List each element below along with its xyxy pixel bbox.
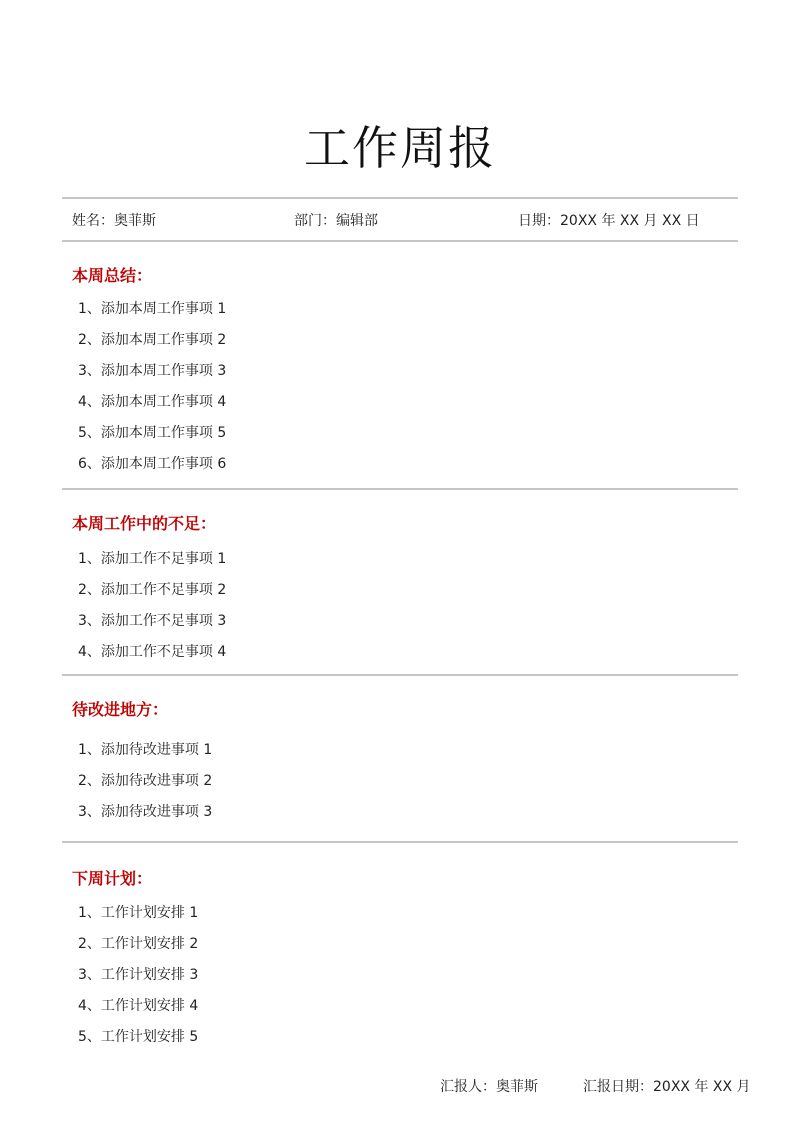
section-heading-summary: 本周总结： bbox=[72, 266, 153, 285]
list-item: 1、添加待改进事项 1 bbox=[78, 742, 213, 758]
name-field: 姓名：奥菲斯 bbox=[72, 213, 156, 229]
list-item: 2、添加工作不足事项 2 bbox=[78, 582, 227, 598]
improvements-list bbox=[78, 740, 212, 833]
list-item: 4、工作计划安排 4 bbox=[78, 998, 199, 1014]
divider-section-3 bbox=[62, 841, 738, 843]
list-item: 3、添加工作不足事项 3 bbox=[78, 613, 227, 629]
section-heading-shortcomings: 本周工作中的不足： bbox=[72, 514, 217, 533]
reporter-field: 汇报人：奥菲斯 bbox=[440, 1079, 538, 1095]
list-item: 3、工作计划安排 3 bbox=[78, 967, 199, 983]
list-item: 2、添加待改进事项 2 bbox=[78, 773, 213, 789]
next-week-list bbox=[78, 903, 198, 1058]
list-item: 5、工作计划安排 5 bbox=[78, 1029, 199, 1045]
list-item: 4、添加工作不足事项 4 bbox=[78, 644, 227, 660]
list-item: 5、添加本周工作事项 5 bbox=[78, 425, 227, 441]
list-item: 4、添加本周工作事项 4 bbox=[78, 394, 227, 410]
report-date-field: 汇报日期：20XX 年 XX 月 bbox=[583, 1079, 751, 1095]
section-heading-improvements: 待改进地方： bbox=[72, 700, 169, 719]
date-field: 日期：20XX 年 XX 月 XX 日 bbox=[518, 213, 700, 229]
divider-section-1 bbox=[62, 488, 738, 490]
department-field: 部门：编辑部 bbox=[294, 213, 378, 229]
summary-list bbox=[78, 299, 226, 485]
divider-top bbox=[62, 197, 738, 199]
divider-info bbox=[62, 240, 738, 242]
list-item: 6、添加本周工作事项 6 bbox=[78, 456, 227, 472]
divider-section-2 bbox=[62, 674, 738, 676]
section-heading-next-week: 下周计划： bbox=[72, 869, 153, 888]
list-item: 1、工作计划安排 1 bbox=[78, 905, 199, 921]
shortcomings-list bbox=[78, 549, 226, 673]
list-item: 3、添加本周工作事项 3 bbox=[78, 363, 227, 379]
list-item: 1、添加工作不足事项 1 bbox=[78, 551, 227, 567]
list-item: 1、添加本周工作事项 1 bbox=[78, 301, 227, 317]
list-item: 2、添加本周工作事项 2 bbox=[78, 332, 227, 348]
info-row bbox=[72, 210, 732, 230]
list-item: 2、工作计划安排 2 bbox=[78, 936, 199, 952]
list-item: 3、添加待改进事项 3 bbox=[78, 804, 213, 820]
page-title: 工作周报 bbox=[304, 121, 496, 175]
